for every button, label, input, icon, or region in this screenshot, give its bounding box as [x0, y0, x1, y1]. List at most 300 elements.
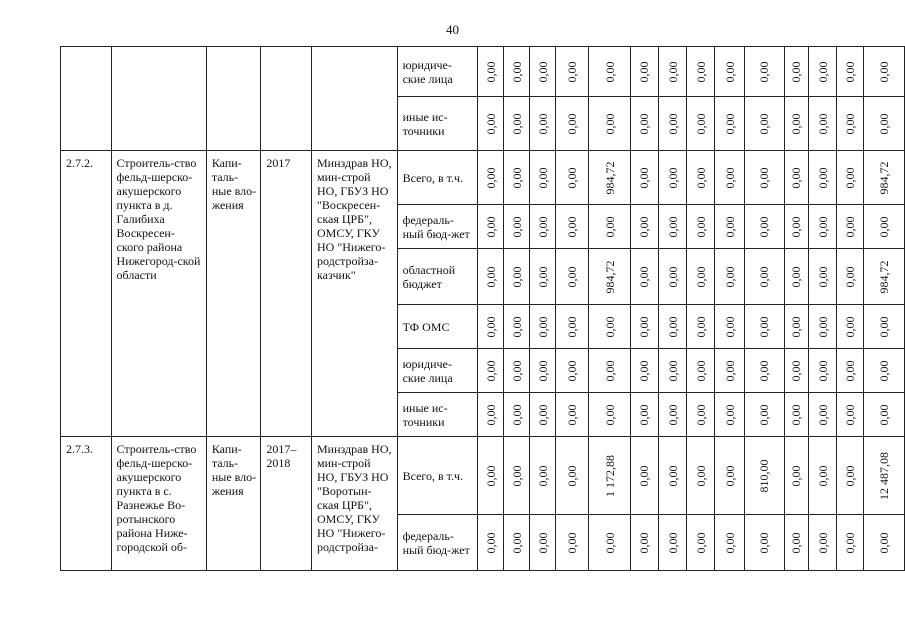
value-text: 0,00 — [565, 113, 580, 134]
item-executor: Минздрав НО, мин-строй НО, ГБУЗ НО "Воскресен-ская ЦРБ", ОМСУ, ГКУ НО "Нижего-родстройза-казчик" — [312, 151, 398, 437]
value-cell — [809, 97, 837, 151]
value-text: 0,00 — [509, 316, 524, 337]
value-cell — [556, 515, 589, 571]
value-cell — [809, 305, 837, 349]
value-cell — [715, 349, 745, 393]
value-cell — [809, 437, 837, 515]
value-text: 0,00 — [509, 360, 524, 381]
value-cell — [837, 349, 864, 393]
value-text: 0,00 — [877, 360, 892, 381]
value-cell — [658, 305, 686, 349]
value-cell — [864, 47, 905, 97]
value-cell — [658, 437, 686, 515]
value-cell — [589, 249, 631, 305]
value-cell — [556, 151, 589, 205]
value-text: 0,00 — [637, 216, 652, 237]
value-cell — [630, 515, 658, 571]
value-text: 0,00 — [602, 404, 617, 425]
table-body — [61, 47, 905, 571]
value-cell — [784, 393, 808, 437]
value-text: 984,72 — [602, 260, 617, 293]
value-cell — [589, 305, 631, 349]
value-cell — [864, 249, 905, 305]
value-cell — [687, 249, 715, 305]
value-text: 0,00 — [535, 404, 550, 425]
source-cell: ТФ ОМС — [397, 305, 477, 349]
value-text: 0,00 — [815, 61, 830, 82]
value-cell — [837, 393, 864, 437]
value-cell — [530, 515, 556, 571]
value-text: 0,00 — [757, 404, 772, 425]
value-cell — [556, 47, 589, 97]
value-cell — [745, 349, 785, 393]
value-cell — [589, 393, 631, 437]
value-text: 0,00 — [722, 532, 737, 553]
value-cell — [658, 47, 686, 97]
value-text: 0,00 — [535, 532, 550, 553]
value-cell — [630, 437, 658, 515]
value-text: 0,00 — [565, 167, 580, 188]
value-text: 0,00 — [565, 465, 580, 486]
value-text: 0,00 — [509, 113, 524, 134]
value-cell — [715, 249, 745, 305]
value-cell — [687, 205, 715, 249]
value-text: 0,00 — [535, 113, 550, 134]
value-cell — [658, 515, 686, 571]
value-cell — [687, 349, 715, 393]
value-cell — [658, 205, 686, 249]
value-text: 0,00 — [877, 61, 892, 82]
value-cell — [589, 47, 631, 97]
value-cell — [864, 305, 905, 349]
value-text: 0,00 — [535, 167, 550, 188]
value-cell — [687, 97, 715, 151]
value-text: 0,00 — [815, 404, 830, 425]
value-cell — [477, 205, 503, 249]
value-text: 0,00 — [602, 216, 617, 237]
value-text: 0,00 — [637, 532, 652, 553]
value-cell — [658, 393, 686, 437]
value-cell — [504, 305, 530, 349]
table-row — [61, 151, 905, 205]
value-text: 0,00 — [757, 216, 772, 237]
value-cell — [477, 249, 503, 305]
value-cell — [589, 97, 631, 151]
value-text: 0,00 — [789, 360, 804, 381]
value-text: 0,00 — [565, 61, 580, 82]
value-cell — [477, 151, 503, 205]
value-text: 0,00 — [665, 360, 680, 381]
value-cell — [715, 393, 745, 437]
value-text: 0,00 — [602, 360, 617, 381]
value-text: 0,00 — [693, 404, 708, 425]
value-cell — [687, 437, 715, 515]
value-text: 0,00 — [877, 404, 892, 425]
value-cell — [504, 151, 530, 205]
value-cell — [658, 151, 686, 205]
value-text: 0,00 — [789, 532, 804, 553]
value-text: 0,00 — [483, 167, 498, 188]
value-text: 0,00 — [483, 266, 498, 287]
value-text: 0,00 — [637, 113, 652, 134]
value-text: 0,00 — [789, 316, 804, 337]
value-text: 0,00 — [483, 216, 498, 237]
value-text: 0,00 — [815, 360, 830, 381]
value-text: 0,00 — [509, 404, 524, 425]
value-text: 0,00 — [602, 532, 617, 553]
value-cell — [630, 349, 658, 393]
value-cell — [556, 349, 589, 393]
value-cell — [784, 97, 808, 151]
value-text: 0,00 — [483, 404, 498, 425]
value-text: 0,00 — [789, 266, 804, 287]
value-text: 0,00 — [483, 61, 498, 82]
value-cell — [745, 151, 785, 205]
value-text: 0,00 — [722, 266, 737, 287]
page-number: 40 — [446, 22, 459, 37]
value-text: 0,00 — [535, 316, 550, 337]
item-executor: Минздрав НО, мин-строй НО, ГБУЗ НО "Воротын-ская ЦРБ", ОМСУ, ГКУ НО "Нижего-родстройза- — [312, 437, 398, 571]
value-text: 0,00 — [815, 266, 830, 287]
value-text: 984,72 — [877, 161, 892, 194]
value-cell — [837, 47, 864, 97]
value-text: 0,00 — [757, 532, 772, 553]
value-cell — [504, 393, 530, 437]
value-text: 0,00 — [637, 167, 652, 188]
value-text: 0,00 — [843, 465, 858, 486]
value-text: 0,00 — [483, 113, 498, 134]
value-cell — [837, 305, 864, 349]
value-cell — [477, 305, 503, 349]
value-text: 0,00 — [535, 216, 550, 237]
value-cell — [864, 151, 905, 205]
value-text: 1 172,88 — [602, 454, 617, 497]
value-text: 0,00 — [565, 216, 580, 237]
value-text: 0,00 — [693, 216, 708, 237]
value-cell — [477, 47, 503, 97]
value-cell — [715, 97, 745, 151]
value-cell — [864, 515, 905, 571]
value-text: 0,00 — [665, 465, 680, 486]
item-name: Строитель-ство фельд-шерско-акушерского пункта в с. Разнежье Во-ротынского района Ниже-городской об- — [111, 437, 206, 571]
value-cell — [745, 47, 785, 97]
value-cell — [589, 205, 631, 249]
value-text: 0,00 — [693, 266, 708, 287]
value-text: 0,00 — [665, 532, 680, 553]
value-text: 0,00 — [693, 532, 708, 553]
value-cell — [745, 515, 785, 571]
value-cell — [745, 305, 785, 349]
value-text: 0,00 — [789, 216, 804, 237]
value-cell — [556, 205, 589, 249]
source-cell: юридиче-ские лица — [397, 349, 477, 393]
item-number: 2.7.2. — [61, 151, 112, 437]
value-cell — [715, 437, 745, 515]
name-cell — [111, 47, 206, 151]
value-cell — [504, 249, 530, 305]
value-cell — [715, 151, 745, 205]
value-cell — [687, 305, 715, 349]
value-text: 0,00 — [637, 266, 652, 287]
value-text: 0,00 — [693, 360, 708, 381]
value-cell — [504, 205, 530, 249]
value-cell — [745, 437, 785, 515]
value-text: 0,00 — [483, 316, 498, 337]
value-cell — [687, 515, 715, 571]
value-cell — [809, 151, 837, 205]
value-cell — [589, 151, 631, 205]
value-cell — [864, 97, 905, 151]
value-text: 0,00 — [843, 266, 858, 287]
source-cell: федераль-ный бюд-жет — [397, 205, 477, 249]
value-text: 0,00 — [665, 167, 680, 188]
value-text: 0,00 — [602, 113, 617, 134]
value-text: 0,00 — [565, 316, 580, 337]
source-cell: юридиче-ские лица — [397, 47, 477, 97]
value-text: 0,00 — [665, 61, 680, 82]
value-cell — [658, 349, 686, 393]
value-cell — [630, 393, 658, 437]
item-type: Капи-таль-ные вло-жения — [206, 437, 261, 571]
value-text: 0,00 — [789, 113, 804, 134]
value-text: 0,00 — [722, 216, 737, 237]
value-cell — [504, 437, 530, 515]
value-text: 0,00 — [843, 316, 858, 337]
value-cell — [556, 249, 589, 305]
value-cell — [837, 437, 864, 515]
value-text: 0,00 — [565, 404, 580, 425]
value-cell — [784, 515, 808, 571]
value-text: 0,00 — [757, 167, 772, 188]
value-text: 0,00 — [815, 216, 830, 237]
value-cell — [864, 393, 905, 437]
value-text: 0,00 — [757, 266, 772, 287]
value-text: 0,00 — [665, 404, 680, 425]
source-cell: иные ис-точники — [397, 393, 477, 437]
value-text: 0,00 — [843, 360, 858, 381]
value-cell — [477, 349, 503, 393]
value-cell — [715, 205, 745, 249]
years-cell — [261, 47, 312, 151]
value-text: 0,00 — [509, 167, 524, 188]
value-cell — [715, 305, 745, 349]
value-text: 0,00 — [877, 216, 892, 237]
value-text: 0,00 — [722, 61, 737, 82]
value-text: 984,72 — [877, 260, 892, 293]
value-cell — [837, 97, 864, 151]
value-text: 0,00 — [877, 532, 892, 553]
value-cell — [630, 205, 658, 249]
value-text: 0,00 — [843, 532, 858, 553]
value-cell — [784, 47, 808, 97]
value-text: 12 487,08 — [877, 451, 892, 500]
item-years: 2017–2018 — [261, 437, 312, 571]
value-cell — [745, 393, 785, 437]
value-cell — [745, 249, 785, 305]
value-cell — [809, 349, 837, 393]
item-name: Строитель-ство фельд-шерско-акушерского пункта в д. Галибиха Воскресен-ского района Нижегород-ской области — [111, 151, 206, 437]
value-cell — [837, 205, 864, 249]
value-cell — [589, 349, 631, 393]
value-cell — [504, 97, 530, 151]
value-cell — [837, 515, 864, 571]
value-text: 0,00 — [509, 532, 524, 553]
value-text: 0,00 — [665, 113, 680, 134]
value-cell — [658, 249, 686, 305]
value-text: 0,00 — [509, 465, 524, 486]
value-text: 0,00 — [843, 113, 858, 134]
value-cell — [556, 305, 589, 349]
value-cell — [837, 249, 864, 305]
value-text: 0,00 — [843, 61, 858, 82]
value-cell — [504, 47, 530, 97]
value-cell — [504, 349, 530, 393]
value-cell — [784, 151, 808, 205]
value-text: 0,00 — [565, 532, 580, 553]
value-text: 0,00 — [815, 316, 830, 337]
value-cell — [530, 205, 556, 249]
value-text: 0,00 — [815, 113, 830, 134]
value-cell — [630, 151, 658, 205]
financing-table — [60, 46, 905, 571]
value-text: 0,00 — [789, 61, 804, 82]
value-text: 0,00 — [789, 167, 804, 188]
value-text: 0,00 — [665, 316, 680, 337]
value-text: 0,00 — [722, 360, 737, 381]
value-cell — [589, 437, 631, 515]
value-cell — [687, 151, 715, 205]
item-years: 2017 — [261, 151, 312, 437]
source-cell: федераль-ный бюд-жет — [397, 515, 477, 571]
value-cell — [745, 97, 785, 151]
value-text: 0,00 — [789, 465, 804, 486]
value-cell — [784, 349, 808, 393]
value-cell — [864, 437, 905, 515]
value-cell — [630, 97, 658, 151]
value-cell — [745, 205, 785, 249]
value-cell — [530, 437, 556, 515]
value-text: 0,00 — [637, 465, 652, 486]
value-cell — [864, 205, 905, 249]
table-row — [61, 437, 905, 515]
value-text: 0,00 — [665, 266, 680, 287]
source-cell: иные ис-точники — [397, 97, 477, 151]
value-text: 0,00 — [483, 360, 498, 381]
value-text: 0,00 — [757, 316, 772, 337]
value-text: 0,00 — [535, 266, 550, 287]
value-cell — [477, 437, 503, 515]
value-text: 0,00 — [722, 167, 737, 188]
value-text: 0,00 — [877, 113, 892, 134]
value-cell — [809, 47, 837, 97]
value-text: 0,00 — [815, 167, 830, 188]
value-text: 0,00 — [877, 316, 892, 337]
value-cell — [784, 205, 808, 249]
value-cell — [589, 515, 631, 571]
value-cell — [687, 47, 715, 97]
value-text: 0,00 — [509, 61, 524, 82]
value-cell — [530, 97, 556, 151]
value-cell — [530, 249, 556, 305]
value-cell — [630, 305, 658, 349]
executor-cell — [312, 47, 398, 151]
value-text: 0,00 — [757, 113, 772, 134]
value-cell — [837, 151, 864, 205]
value-cell — [809, 205, 837, 249]
value-text: 0,00 — [722, 316, 737, 337]
value-text: 0,00 — [693, 465, 708, 486]
value-cell — [530, 47, 556, 97]
value-cell — [784, 437, 808, 515]
value-text: 0,00 — [843, 216, 858, 237]
table-row — [61, 47, 905, 97]
value-text: 810,00 — [757, 459, 772, 492]
value-text: 0,00 — [693, 167, 708, 188]
value-text: 0,00 — [722, 113, 737, 134]
value-cell — [504, 515, 530, 571]
value-cell — [784, 305, 808, 349]
item-number: 2.7.3. — [61, 437, 112, 571]
value-text: 0,00 — [815, 465, 830, 486]
value-cell — [809, 515, 837, 571]
value-cell — [809, 393, 837, 437]
value-cell — [556, 97, 589, 151]
value-cell — [630, 47, 658, 97]
value-cell — [715, 515, 745, 571]
value-cell — [630, 249, 658, 305]
value-text: 0,00 — [722, 465, 737, 486]
value-text: 0,00 — [693, 113, 708, 134]
value-text: 0,00 — [757, 61, 772, 82]
value-cell — [530, 349, 556, 393]
value-text: 0,00 — [665, 216, 680, 237]
value-text: 0,00 — [602, 316, 617, 337]
value-text: 0,00 — [483, 532, 498, 553]
value-cell — [477, 515, 503, 571]
value-text: 0,00 — [637, 360, 652, 381]
value-text: 0,00 — [637, 316, 652, 337]
value-cell — [715, 47, 745, 97]
value-text: 0,00 — [483, 465, 498, 486]
value-text: 0,00 — [693, 316, 708, 337]
value-text: 0,00 — [565, 266, 580, 287]
value-text: 0,00 — [637, 404, 652, 425]
value-text: 0,00 — [757, 360, 772, 381]
value-text: 0,00 — [637, 61, 652, 82]
value-cell — [556, 393, 589, 437]
number-cell — [61, 47, 112, 151]
value-text: 0,00 — [722, 404, 737, 425]
value-cell — [530, 393, 556, 437]
value-text: 0,00 — [535, 465, 550, 486]
value-cell — [530, 305, 556, 349]
value-cell — [687, 393, 715, 437]
value-text: 0,00 — [565, 360, 580, 381]
value-cell — [556, 437, 589, 515]
value-text: 0,00 — [602, 61, 617, 82]
value-cell — [784, 249, 808, 305]
value-text: 0,00 — [843, 167, 858, 188]
value-text: 0,00 — [535, 360, 550, 381]
item-type: Капи-таль-ные вло-жения — [206, 151, 261, 437]
value-text: 0,00 — [789, 404, 804, 425]
value-text: 0,00 — [509, 266, 524, 287]
value-cell — [864, 349, 905, 393]
value-text: 0,00 — [509, 216, 524, 237]
value-text: 984,72 — [602, 161, 617, 194]
value-text: 0,00 — [693, 61, 708, 82]
source-cell: областной бюджет — [397, 249, 477, 305]
